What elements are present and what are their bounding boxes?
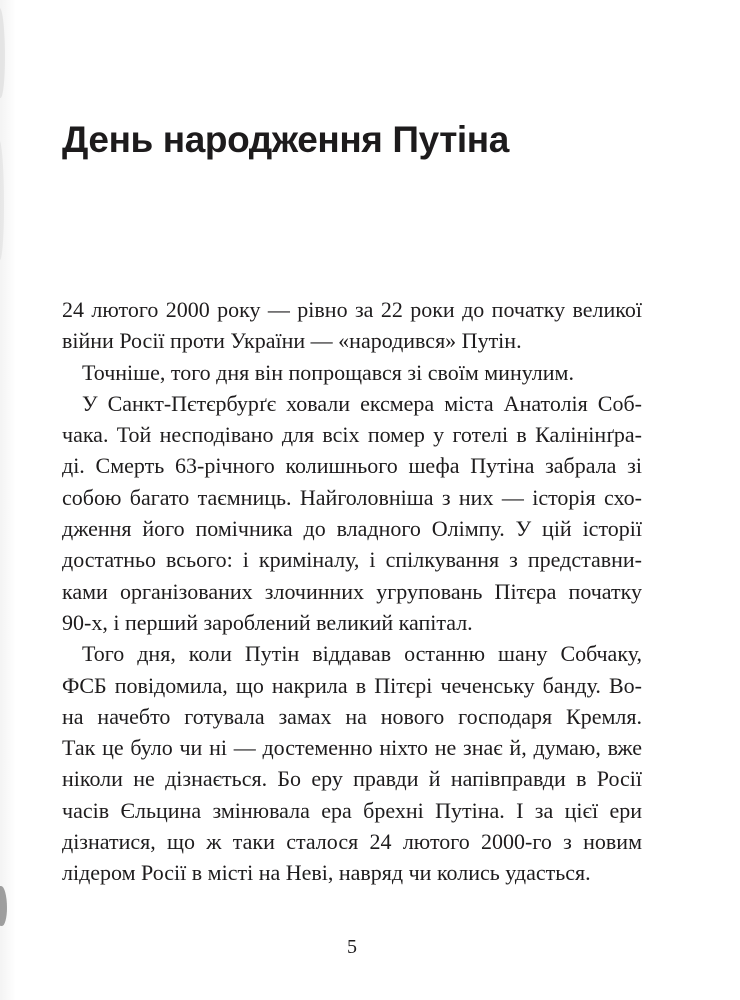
text-line: дізнатися, що ж таки сталося 24 лютого 2000-го з новим [62, 829, 642, 855]
scan-artifact [0, 886, 7, 926]
scan-artifact [0, 8, 5, 98]
chapter-title: День народження Путіна [62, 119, 509, 160]
text-line: достатньо всього: і криміналу, і спілкування з представни- [62, 547, 642, 573]
text-line: чака. Той несподівано для всіх помер у готелі в Калінінґра- [62, 422, 642, 448]
text-line: дження його помічника до владного Олімпу. У цій історії [62, 516, 642, 542]
text-line: ФСБ повідомила, що накрила в Пітєрі чеченську банду. Во- [62, 672, 642, 698]
text-line: собою багато таємниць. Найголовніша з них — історія схо- [62, 484, 642, 510]
text-line: часів Єльцина змінювала ера брехні Путіна. І за цієї ери [62, 797, 642, 823]
scan-artifact [0, 140, 4, 260]
paragraph [62, 388, 642, 638]
text-line: Точніше, того дня він попрощався зі своїм минулим. [82, 359, 574, 385]
paragraph [62, 294, 642, 357]
text-line: Того дня, коли Путін віддавав останню шану Собчаку, [82, 641, 642, 667]
paragraph [62, 357, 642, 388]
text-line: 24 лютого 2000 року — рівно за 22 роки до початку великої [62, 297, 642, 322]
paragraph [62, 638, 642, 888]
scan-edge-shadow [0, 0, 16, 1000]
text-line: на начебто готувала замах на нового господаря Кремля. [62, 703, 642, 729]
page-number: 5 [347, 936, 357, 958]
text-line: ками організованих злочинних угруповань Пітєра початку [62, 578, 642, 604]
text-line: ніколи не дізнається. Бо еру правди й напівправди в Росії [62, 766, 642, 792]
text-line: У Санкт-Пєтєрбурґє ховали ексмера міста Анатолія Соб- [82, 390, 642, 416]
text-line: війни Росії проти України — «народився» Путін. [62, 328, 522, 354]
body-text [62, 294, 642, 889]
text-line: 90-х, і перший зароблений великий капітал. [62, 609, 473, 635]
text-line: ді. Смерть 63-річного колишнього шефа Путіна забрала зі [62, 453, 642, 479]
text-line: Так це було чи ні — достеменно ніхто не знає й, думаю, вже [62, 735, 642, 761]
text-line: лідером Росії в місті на Неві, навряд чи колись удасться. [62, 860, 591, 886]
